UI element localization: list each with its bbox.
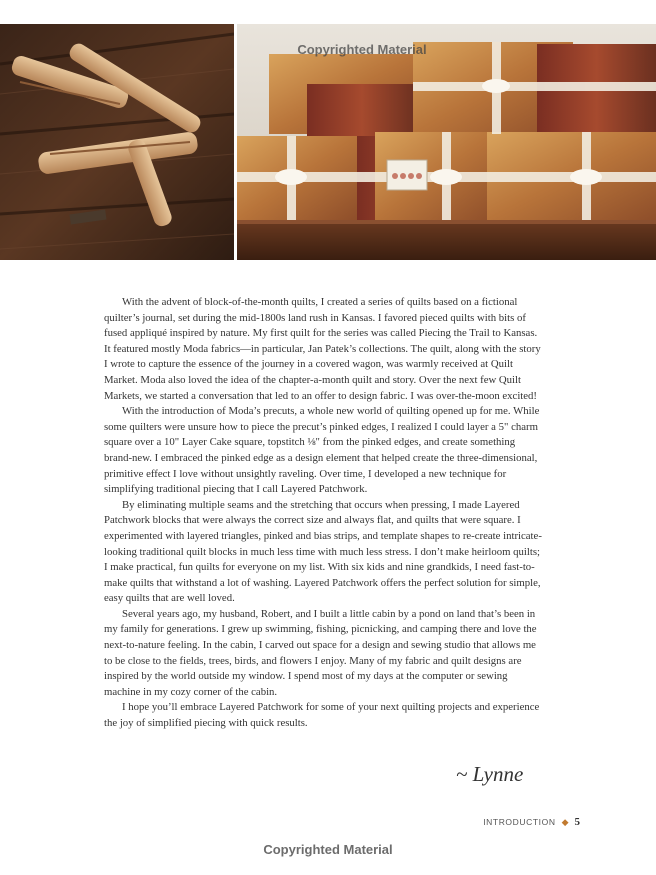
page-number: 5	[574, 816, 580, 828]
page-footer	[483, 816, 580, 828]
paragraph: With the advent of block-of-the-month quilts, I created a series of quilts based on a fictional quilter’s journal, set during the mid-1800s land rush in Kansas. I favored pieced quilts with bits of fused appliqué inspired by nature. My first quilt for the series was called Piecing the Trail to Kansas. It featured mostly Moda fabrics—in particular, Jan Patek’s collections. The quilt, along with the story I wrote to capture the essence of the journey in a covered wagon, was warmly received at Quilt Market. Moda also loved the idea of the chapter-a-month quilt and story. Over the next few Quilt Markets, we started a conversation that led to an offer to design fabric. I was over-the-moon excited!	[104, 296, 541, 402]
paragraph: Several years ago, my husband, Robert, and I built a little cabin by a pond on land that’s been in my family for generations. I grew up swimming, fishing, picnicking, and camping there and love the next-to-nature feeling. In the cabin, I carved out space for a design and sewing studio that allows me to be close to the fields, trees, birds, and flowers I enjoy. Many of my fabric and quilt designs are inspired by the world outside my window. I spend most of my days at the computer or sewing machine in my cozy corner of the cabin.	[104, 607, 537, 698]
paragraph: I hope you’ll embrace Layered Patchwork for some of your next quilting projects and experience the joy of simplified piecing with quick results.	[104, 701, 540, 730]
watermark-bottom: Copyrighted Material	[263, 842, 393, 857]
diamond-icon: ◆	[561, 816, 569, 827]
section-label: INTRODUCTION	[483, 817, 556, 827]
watermark-top: Copyrighted Material	[297, 42, 427, 57]
clothespins-photo	[0, 24, 234, 260]
fabric-bundles-photo	[237, 24, 656, 260]
paragraph: With the introduction of Moda’s precuts, a whole new world of quilting opened up for me. While some quilters were unsure how to piece the precut’s pinked edges, I realized I could layer a 5" charm square over a 10" Layer Cake square, topstitch ⅛" from the pinked edges, and create something brand-new. I embraced the pinked edge as a design element that helped create the three-dimensional, primitive effect I love without unsightly raveling. Over time, I developed a new technique for simplifying traditional piecing that I call Layered Patchwork.	[104, 405, 540, 496]
intro-body-text	[104, 295, 544, 732]
author-signature: ~ Lynne	[456, 762, 524, 786]
paragraph: By eliminating multiple seams and the stretching that occurs when pressing, I made Layered Patchwork blocks that were always the correct size and always flat, and quilts that were square. I experimented with layered triangles, pinked and bias strips, and template shapes to re-create intricate-looking traditional quilt blocks in much less time with much less stress. I don’t make heirloom quilts; I make practical, fun quilts for everyone on my list. With six kids and nine grandkids, I need fast-to-make quilts that withstand a lot of washing. Layered Patchwork offers the perfect solution for simple, easy quilts that are well loved.	[104, 498, 542, 605]
